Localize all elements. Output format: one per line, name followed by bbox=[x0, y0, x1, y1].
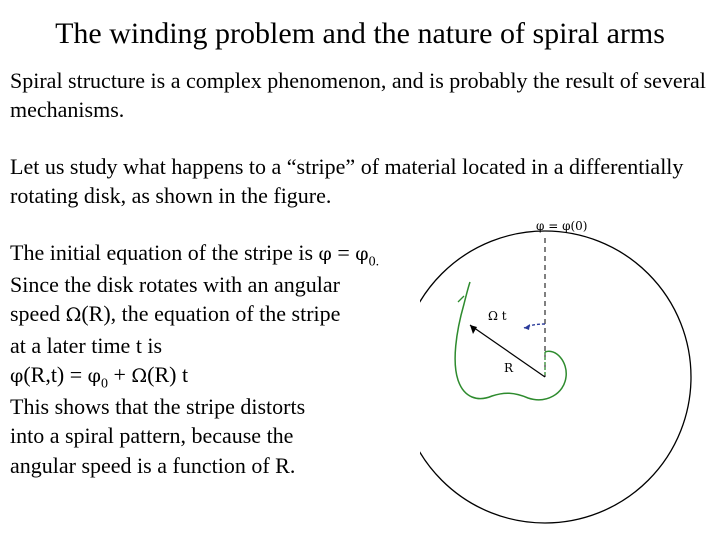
distortion-line: This shows that the stripe distorts bbox=[10, 393, 306, 419]
stripe-explanation bbox=[10, 238, 430, 480]
omega-symbol: Ω bbox=[131, 365, 148, 387]
subscript-zero: 0. bbox=[368, 254, 380, 270]
plus-sign: + bbox=[107, 362, 132, 387]
speed-text: speed bbox=[10, 301, 66, 326]
paragraph-stripe-study: Let us study what happens to a “stripe” of material located in a differentially rotating disk, as shown in the figure. bbox=[10, 154, 684, 208]
phi-zero-symbol: φ bbox=[355, 243, 369, 265]
winding-stripe-figure bbox=[420, 212, 720, 540]
spiral-pattern-line: into a spiral pattern, because the bbox=[10, 423, 294, 448]
subscript-zero: 0 bbox=[100, 376, 108, 392]
paragraph-spiral-structure: Spiral structure is a complex phenomenon, and is probably the result of several mechanisms. bbox=[10, 68, 706, 122]
initial-equation-line bbox=[10, 238, 430, 270]
angular-speed-function-line: angular speed is a function of R. bbox=[10, 452, 296, 478]
phi-symbol: φ bbox=[318, 243, 332, 265]
rotation-line: Since the disk rotates with an angular bbox=[10, 271, 340, 297]
phi-symbol: φ bbox=[10, 365, 24, 387]
stripe-equation bbox=[10, 360, 430, 392]
angular-speed-line bbox=[10, 299, 430, 331]
omega-symbol: Ω bbox=[65, 304, 82, 326]
stripe-end-tick bbox=[458, 296, 464, 302]
spiral-stripe bbox=[455, 282, 566, 400]
phi-zero-symbol: φ bbox=[87, 365, 101, 387]
disk-outline bbox=[420, 231, 691, 523]
radius-label: R bbox=[504, 361, 514, 375]
later-time-line: at a later time t is bbox=[10, 332, 163, 358]
initial-angle-label: φ = φ(0) bbox=[536, 219, 588, 233]
omega-t-label: Ω t bbox=[488, 309, 507, 323]
stripe-equation-text: (R), the equation of the stripe bbox=[81, 301, 341, 326]
equation-rest: (R) t bbox=[147, 362, 189, 387]
slide-title: The winding problem and the nature of spiral arms bbox=[55, 17, 665, 50]
initial-equation-text: The initial equation of the stripe is bbox=[10, 240, 319, 265]
equation-args: (R,t) = bbox=[23, 362, 88, 387]
equals-sign: = bbox=[331, 240, 356, 265]
